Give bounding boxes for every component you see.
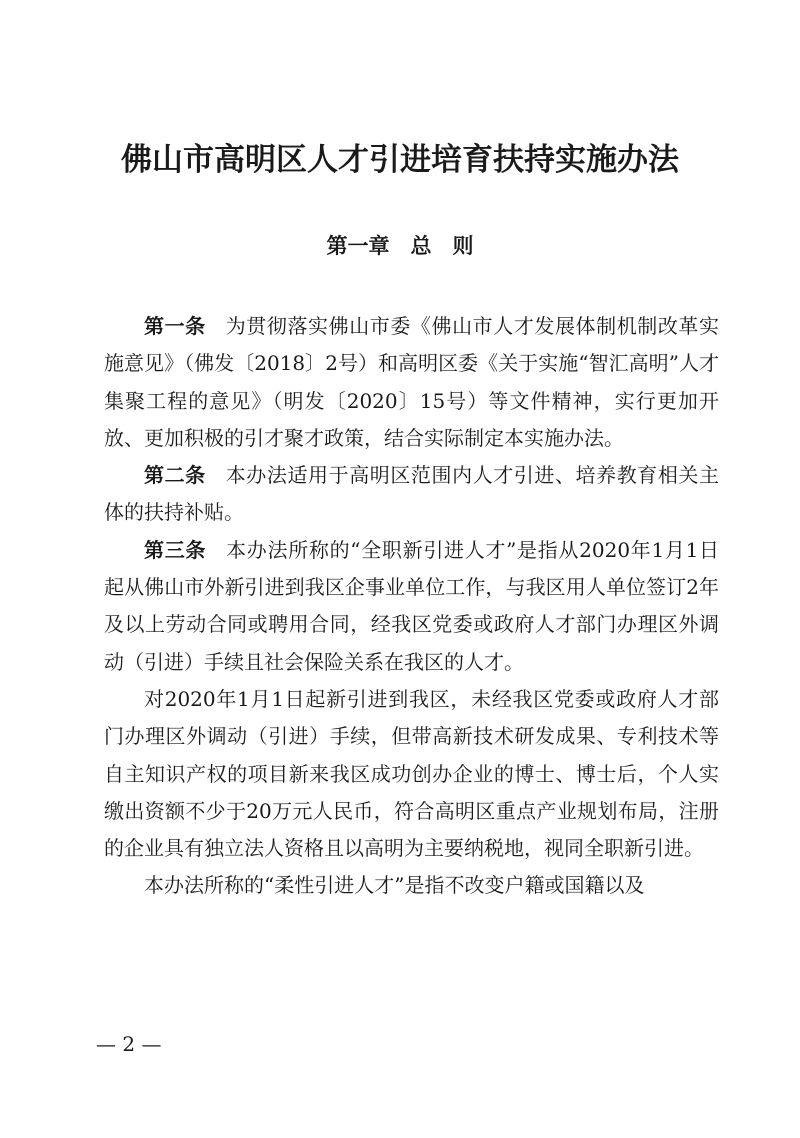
article-label: 第三条 bbox=[144, 537, 207, 562]
paragraph-flexible-talent bbox=[104, 867, 719, 904]
paragraph-article-1 bbox=[104, 308, 719, 457]
chapter-heading: 第一章 总 则 bbox=[326, 234, 474, 258]
paragraph-text: 对2020年1月1日起新引进到我区，未经我区党委或政府人才部门办理区外调动（引进）手续，但带高新技术研发成果、专利技术等自主知识产权的项目新来我区成功创办企业的博士、博士后，个人实缴出资额不少于20万元人民币，符合高明区重点产业规划布局，注册的企业具有独立法人资格且以高明为主要纳税地，视同全职新引进。 bbox=[104, 686, 719, 861]
article-label: 第二条 bbox=[144, 463, 206, 488]
paragraph-text: 本办法所称的“全职新引进人才”是指从2020年1月1日起从佛山市外新引进到我区企事业单位工作，与我区用人单位签订2年及以上劳动合同或聘用合同，经我区党委或政府人才部门办理区外调动（引进）手续且社会保险关系在我区的人才。 bbox=[104, 537, 720, 674]
paragraph-text: 为贯彻落实佛山市委《佛山市人才发展体制机制改革实施意见》（佛发〔2018〕2号）和高明区委《关于实施“智汇高明”人才集聚工程的意见》（明发〔2020〕15号）等文件精神，实行更加开放、更加积极的引才聚才政策，结合实际制定本实施办法。 bbox=[104, 314, 720, 450]
page-number: — 2 — bbox=[96, 1032, 162, 1056]
paragraph-text: 本办法所称的“柔性引进人才”是指不改变户籍或国籍以及 bbox=[144, 873, 645, 898]
document-title: 佛山市高明区人才引进培育扶持实施办法 bbox=[121, 142, 679, 178]
paragraph-text: 本办法适用于高明区范围内人才引进、培养教育相关主体的扶持补贴。 bbox=[104, 463, 720, 525]
paragraph-article-3 bbox=[104, 532, 719, 681]
document-body bbox=[104, 308, 719, 905]
paragraph-continuation bbox=[104, 681, 719, 867]
paragraph-article-2 bbox=[104, 457, 719, 532]
article-label: 第一条 bbox=[144, 314, 206, 338]
